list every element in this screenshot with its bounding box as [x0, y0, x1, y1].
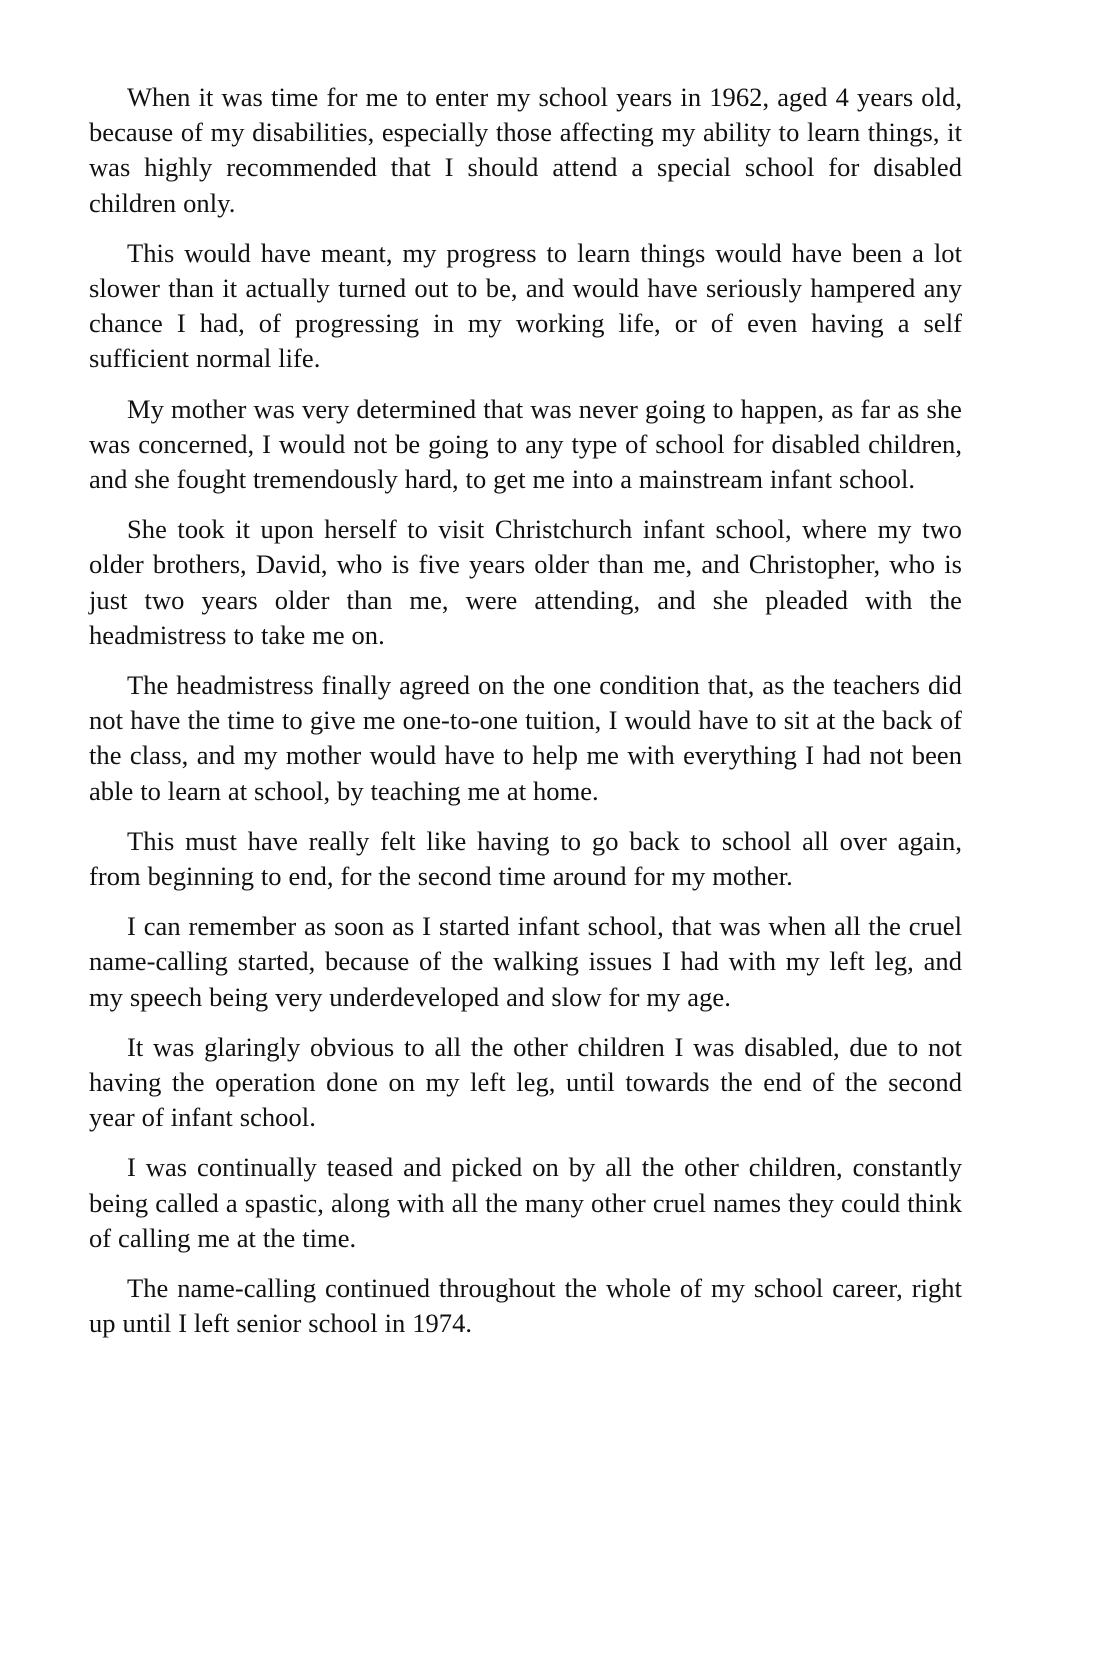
paragraph: My mother was very determined that was never going to happen, as far as she was concerned, I would not be going to any type of school for disabled children, and she fought tremendously hard, to get me into a mainstream infant school. — [89, 393, 962, 495]
paragraph: She took it upon herself to visit Christchurch infant school, where my two older brothers, David, who is five years older than me, and Christopher, who is just two years older than me, were attending, and she pleaded with the headmistress to take me on. — [89, 514, 962, 650]
paragraph: It was glaringly obvious to all the other children I was disabled, due to not having the operation done on my left leg, until towards the end of the second year of infant school. — [89, 1031, 962, 1133]
paragraph: The headmistress finally agreed on the one condition that, as the teachers did not have the time to give me one-to-one tuition, I would have to sit at the back of the class, and my mother would have to help me with everything I had not been able to learn at school, by teaching me at home. — [89, 670, 962, 806]
body-text-block — [89, 80, 962, 1342]
paragraph: When it was time for me to enter my school years in 1962, aged 4 years old, because of my disabilities, especially those affecting my ability to learn things, it was highly recommended that I should attend a special school for disabled children only. — [89, 82, 962, 218]
paragraph: I can remember as soon as I started infant school, that was when all the cruel name-calling started, because of the walking issues I had with my left leg, and my speech being very underdeveloped and slow for my age. — [89, 911, 962, 1012]
paragraph: This would have meant, my progress to learn things would have been a lot slower than it actually turned out to be, and would have seriously hampered any chance I had, of progressing in my working life, or of even having a self sufficient normal life. — [89, 237, 962, 374]
paragraph: The name-calling continued throughout the whole of my school career, right up until I left senior school in 1974. — [89, 1273, 962, 1339]
paragraph: This must have really felt like having to go back to school all over again, from beginning to end, for the second time around for my mother. — [89, 825, 962, 892]
paragraph: I was continually teased and picked on by all the other children, constantly being called a spastic, along with all the many other cruel names they could think of calling me at the time. — [89, 1152, 962, 1253]
